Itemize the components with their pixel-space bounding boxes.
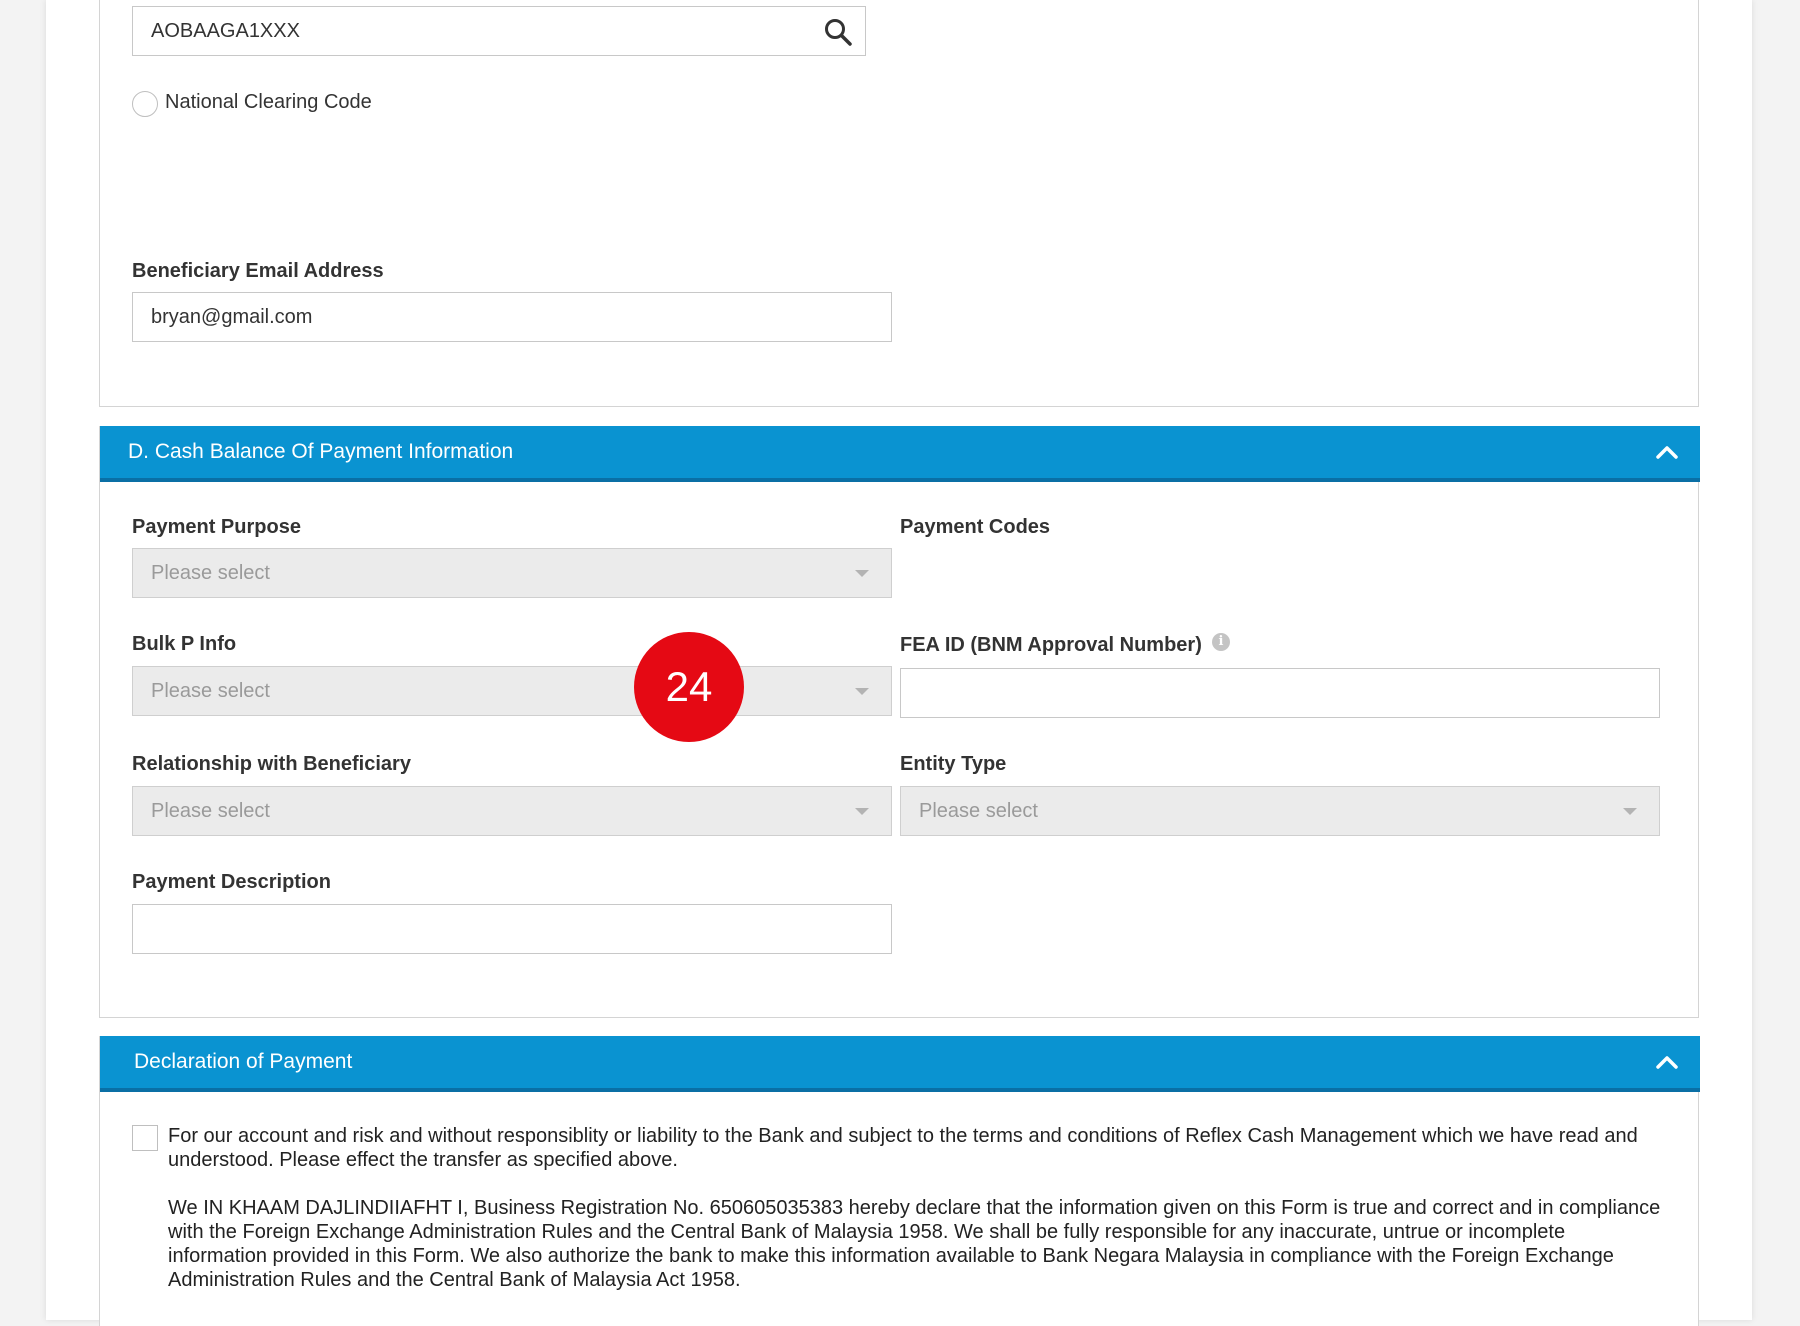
declaration-agreement-text: For our account and risk and without responsiblity or liability to the Bank and subject to the terms and conditions of Reflex Cash Management which we have read and understood. Please effect the transfer as specified above. xyxy=(168,1125,1638,1171)
swift-code-input[interactable] xyxy=(132,6,866,56)
fea-id-input[interactable] xyxy=(900,668,1660,718)
payment-description-label: Payment Description xyxy=(132,871,331,893)
relationship-select[interactable] xyxy=(132,786,892,836)
chevron-down-icon xyxy=(855,808,869,815)
entity-type-placeholder: Please select xyxy=(919,800,1038,822)
step-number-badge: 24 xyxy=(634,632,744,742)
declaration-agree-checkbox[interactable] xyxy=(132,1125,158,1151)
payment-purpose-select[interactable] xyxy=(132,548,892,598)
payment-purpose-label: Payment Purpose xyxy=(132,516,301,538)
chevron-up-icon[interactable] xyxy=(1656,444,1678,460)
payment-information-panel xyxy=(99,426,1699,1018)
entity-type-label: Entity Type xyxy=(900,753,1007,775)
national-clearing-code-label: National Clearing Code xyxy=(165,91,372,113)
chevron-up-icon[interactable] xyxy=(1656,1054,1678,1070)
fea-id-label: FEA ID (BNM Approval Number) xyxy=(900,634,1202,656)
chevron-down-icon xyxy=(1623,808,1637,815)
bulk-p-info-placeholder: Please select xyxy=(151,680,270,702)
bulk-p-info-label: Bulk P Info xyxy=(132,633,237,655)
section-d-title: D. Cash Balance Of Payment Information xyxy=(128,440,514,463)
chevron-down-icon xyxy=(855,688,869,695)
declaration-panel xyxy=(99,1036,1699,1326)
swift-code-value: AOBAAGA1XXX xyxy=(151,20,300,42)
relationship-label: Relationship with Beneficiary xyxy=(132,753,411,775)
payment-codes-label: Payment Codes xyxy=(900,516,1051,538)
payment-purpose-placeholder: Please select xyxy=(151,562,270,584)
beneficiary-email-input[interactable] xyxy=(132,292,892,342)
payment-description-input[interactable] xyxy=(132,904,892,954)
info-icon[interactable]: i xyxy=(1212,633,1230,651)
page-container xyxy=(46,0,1752,1320)
declaration-header[interactable] xyxy=(100,1036,1700,1092)
bulk-p-info-select[interactable] xyxy=(132,666,892,716)
declaration-title: Declaration of Payment xyxy=(134,1050,353,1073)
relationship-placeholder: Please select xyxy=(151,800,270,822)
beneficiary-email-label: Beneficiary Email Address xyxy=(132,260,384,282)
declaration-statement-text: We IN KHAAM DAJLINDIIAFHT I, Business Registration No. 650605035383 hereby declare that the information given on this Form is true and correct and in compliance with the Foreign Exchange Administration Rules and the Central Bank of Malaysia 1958. We shall be fully responsible for any inaccurate, untrue or incomplete information provided in this Form. We also authorize the bank to make this information available to Bank Negara Malaysia in compliance with the Foreign Exchange Administration Rules and the Central Bank of Malaysia Act 1958. xyxy=(168,1197,1661,1291)
national-clearing-code-radio[interactable] xyxy=(132,91,158,117)
beneficiary-email-value: bryan@gmail.com xyxy=(151,306,313,328)
search-icon[interactable] xyxy=(823,17,853,47)
chevron-down-icon xyxy=(855,570,869,577)
beneficiary-section-panel xyxy=(99,0,1699,407)
entity-type-select[interactable] xyxy=(900,786,1660,836)
section-d-header[interactable] xyxy=(100,426,1700,482)
